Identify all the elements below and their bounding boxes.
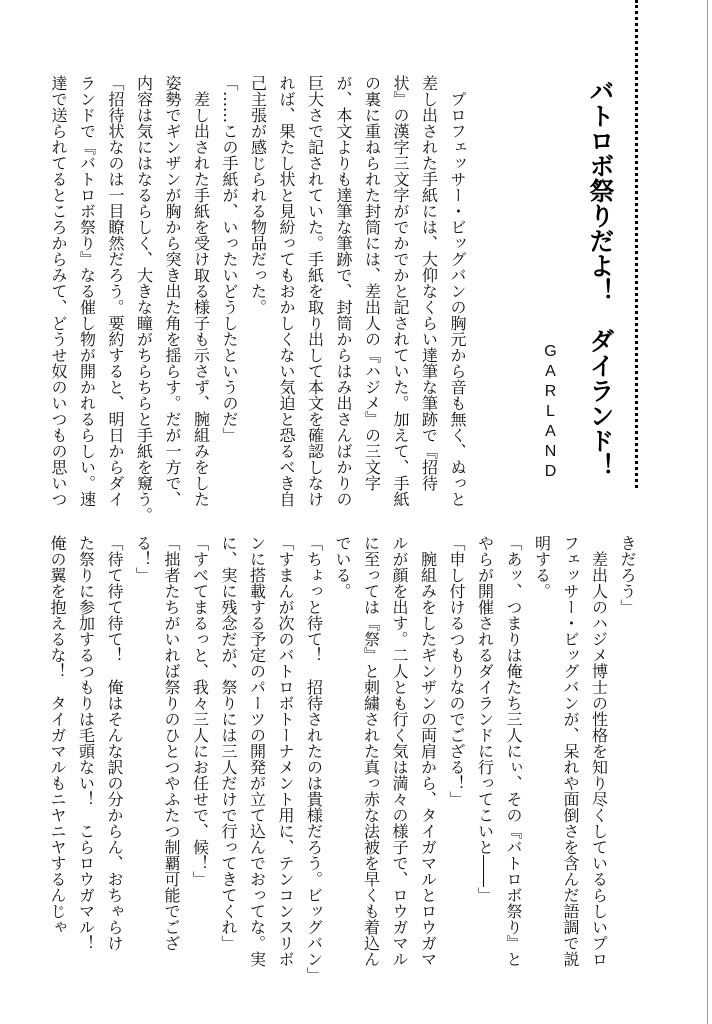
text-line: プロフェッサー・ビッグバンの胸元から音も無く、ぬっと [448, 75, 467, 507]
text-line: 差し出された手紙を受け取る様子も示さず、腕組みをした [191, 75, 211, 507]
text-line: やらが開催されるダイランドに行ってこいと――」 [475, 535, 495, 903]
text-line: た祭りに参加するつもりは毛頭ない！ こらロウガマル！ [76, 535, 96, 951]
text-line: 明する。 [532, 535, 552, 599]
text-line: が、本文よりも達筆な筆跡で、封筒からはみ出さんばかりの [334, 75, 353, 507]
text-line: 「……この手紙が、いったいどうしたというのだ」 [220, 75, 239, 443]
text-line: れば、果たし状と見紛ってもおかしくない気迫と恐るべき自 [277, 75, 296, 507]
text-line: る！」 [133, 535, 153, 583]
page-edge-line [707, 0, 708, 1024]
text-line: に、実に残念だが、祭りには三人だけで行ってきてくれ」 [219, 535, 238, 951]
text-line: 己主張が感じられる物品だった。 [248, 75, 268, 315]
text-line: の裏に重ねられた封筒には、差出人の『ハジメ』の三文字 [362, 75, 382, 491]
text-line: 「すまんが次のバトロボトーナメント用に、テンコンスリボ [276, 535, 295, 967]
text-line: 差し出された手紙には、大仰なくらい達筆な筆跡で『招待 [419, 75, 439, 491]
text-line: 「申し付けるつもりなのでござる！」 [447, 535, 466, 807]
text-line: 巨大さで記されていた。手紙を取り出して本文を確認しなけ [305, 75, 325, 507]
text-line: 内容は気にはなるらしく、大きな瞳がちらちらと手紙を窺う。 [134, 75, 154, 523]
text-line: 「ちょっと待て！ 招待されたのは貴様だろう。ビッグバン」 [304, 535, 324, 983]
text-line: 「待て待て待て！ 俺はそんな訳の分からん、おちゃらけ [105, 535, 124, 951]
text-line: ンに搭載する予定のパーツの開発が立て込んでおってな。実 [247, 535, 267, 967]
text-line: 状』の漢字三文字がでかでかと記されていた。加えて、手紙 [391, 75, 410, 507]
author-name: GARLAND [542, 343, 559, 483]
text-line: 姿勢でギンザンが胸から突き出た角を揺らす。だが一方で、 [163, 75, 182, 507]
text-line: きだろう」 [618, 535, 637, 615]
text-line: 達で送られてるところからみて、どうせ奴のいつもの思いつ [49, 75, 68, 507]
text-line: ルが顔を出す。二人とも行く気は満々の様子で、ロウガマル [390, 535, 409, 967]
body-text-upper [44, 75, 472, 523]
text-line: 腕組みをしたギンザンの両肩から、タイガマルとロウガマ [418, 535, 438, 967]
text-line: ランドで『バトロボ祭り』なる催し物が開かれるらしい。速 [77, 75, 97, 507]
text-line: 俺の翼を抱えるな！ タイガマルもニヤニヤするんじゃ [48, 535, 67, 935]
dotted-divider [635, 0, 638, 488]
text-line: 「拙者たちがいれば祭りのひとつやふたつ制覇可能でござ [162, 535, 181, 951]
text-line: でいる。 [333, 535, 352, 599]
body-text-lower [43, 535, 642, 983]
text-line: に至っては『祭』と刺繍された真っ赤な法被を早くも着込ん [361, 535, 381, 967]
text-line: 「招待状なのは一目瞭然だろう。要約すると、明日からダイ [106, 75, 125, 507]
text-line: フェッサー・ビッグバンが、呆れや面倒さを含んだ語調で説 [561, 535, 580, 967]
text-line: 差出人のハジメ博士の性格を知り尽くしているらしいプロ [589, 535, 609, 967]
text-line: 「あッ、つまりは俺たち三人にぃ、その『バトロボ祭り』と [504, 535, 523, 967]
story-title: バトロボ祭りだよ！ ダイランド！ [586, 78, 615, 478]
text-line: 「すべてまるっと、我々三人にお任せで、候！」 [190, 535, 210, 887]
